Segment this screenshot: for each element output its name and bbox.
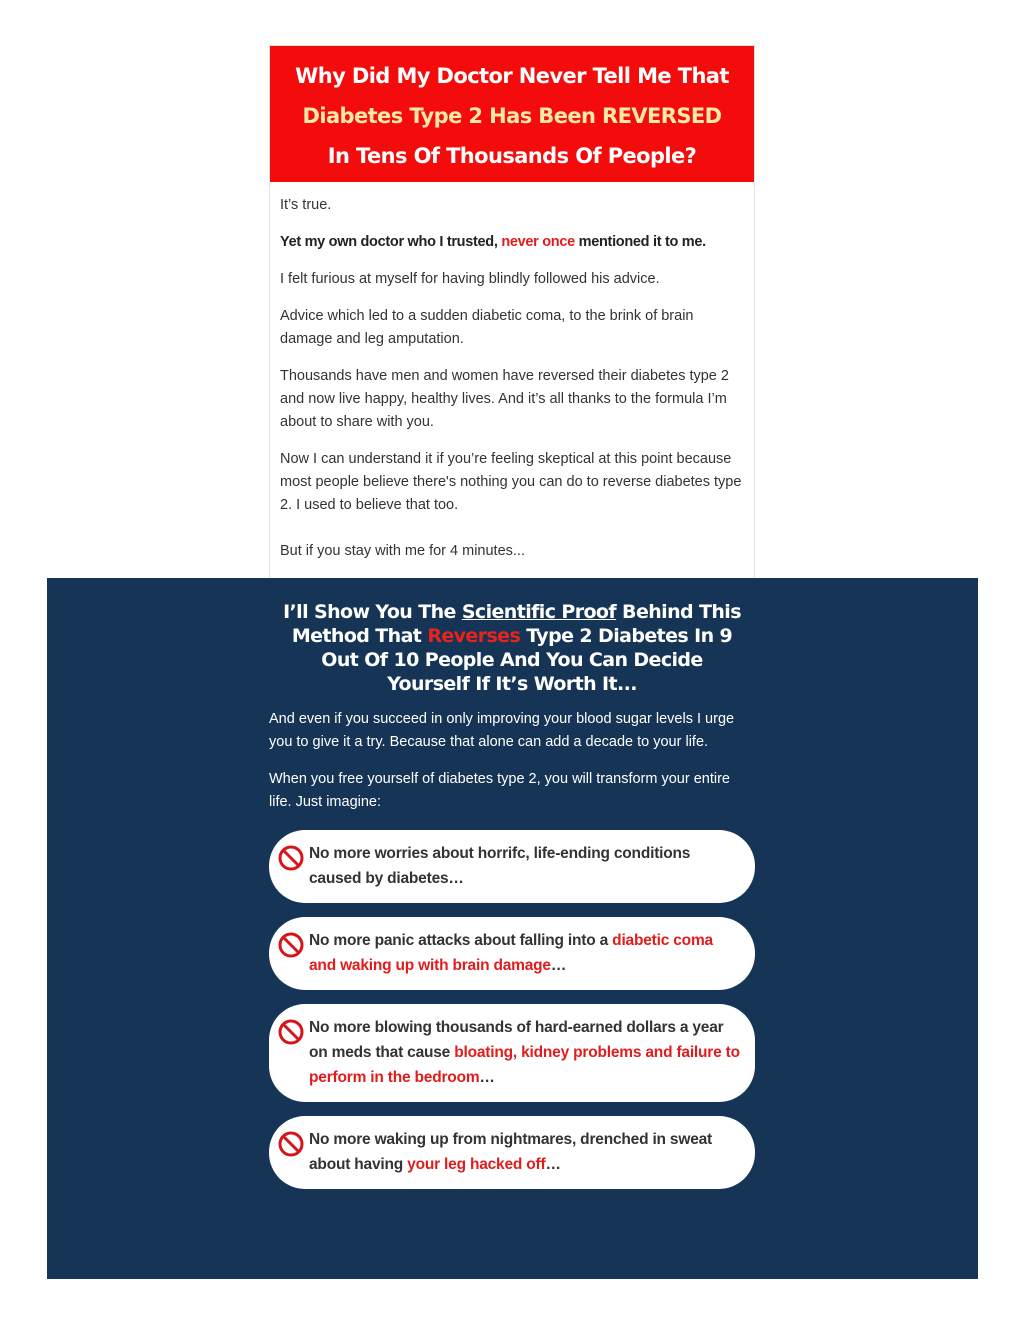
benefit-text: No more waking up from nightmares, drenched in sweat about having <box>309 1131 713 1173</box>
benefits-paragraph-2: When you free yourself of diabetes type 2, you will transform your entire life. Just imagine: <box>269 771 730 810</box>
benefit-text: No more blowing thousands of hard-earned dollars a year on meds that cause <box>309 1019 724 1061</box>
intro-p2-highlight: never once <box>501 234 575 250</box>
intro-paragraph-2 <box>280 231 744 254</box>
subhead-line-4: Yourself If It’s Worth It... <box>387 673 637 695</box>
prohibited-icon <box>278 932 304 958</box>
intro-paragraph-7: But if you stay with me for 4 minutes... <box>280 543 525 559</box>
benefit-highlight: diabetic coma and waking up with brain damage <box>309 932 713 974</box>
benefit-highlight: your leg hacked off <box>407 1156 546 1173</box>
intro-paragraph-5: Thousands have men and women have reversed their diabetes type 2 and now live happy, healthy lives. And it’s all thanks to the formula I’m about to share with you. <box>280 368 729 430</box>
intro-body <box>270 182 754 563</box>
prohibited-icon <box>278 1131 304 1157</box>
subhead-line-2 <box>269 624 755 648</box>
subhead-l1-start: I’ll Show You The <box>283 601 462 623</box>
benefits-content <box>269 578 755 1203</box>
subhead-l2-highlight: Reverses <box>427 625 521 647</box>
intro-p2-start: Yet my own doctor who I trusted, <box>280 234 502 250</box>
intro-paragraph-1: It’s true. <box>280 197 332 213</box>
benefits-section <box>47 578 978 1279</box>
benefit-list <box>269 830 755 1189</box>
subhead-l2-start: Method That <box>291 625 428 647</box>
headline-line-1: Why Did My Doctor Never Tell Me That <box>295 64 729 88</box>
benefit-end: … <box>479 1069 495 1086</box>
benefit-item <box>269 917 755 990</box>
subhead-line-1 <box>269 600 755 624</box>
benefit-text: No more worries about horrifc, life-ending conditions caused by diabetes… <box>309 845 691 887</box>
benefits-paragraph-1: And even if you succeed in only improving your blood sugar levels I urge you to give it a try. Because that alone can add a decade to your life. <box>269 711 735 750</box>
subhead-l1-end: Behind This <box>616 601 741 623</box>
benefit-item <box>269 830 755 903</box>
scientific-proof-link[interactable]: Scientific Proof <box>461 601 617 623</box>
headline-line-3: In Tens Of Thousands Of People? <box>327 144 697 168</box>
subhead-line-3: Out Of 10 People And You Can Decide <box>321 649 703 671</box>
prohibited-icon <box>278 1019 304 1045</box>
benefit-highlight: bloating, kidney problems and failure to perform in the bedroom <box>309 1044 740 1086</box>
prohibited-icon <box>278 845 304 871</box>
intro-paragraph-3: I felt furious at myself for having blindly followed his advice. <box>280 271 660 287</box>
intro-paragraph-6: Now I can understand it if you’re feeling skeptical at this point because most people believe there's nothing you can do to reverse diabetes type 2. I used to believe that too. <box>280 451 742 513</box>
intro-paragraph-4: Advice which led to a sudden diabetic coma, to the brink of brain damage and leg amputation. <box>280 308 694 347</box>
intro-p2-end: mentioned it to me. <box>574 234 706 250</box>
section-subheadline <box>269 600 755 696</box>
intro-card <box>269 45 755 578</box>
benefit-end: … <box>550 957 567 974</box>
headline-banner <box>270 46 754 182</box>
benefit-item <box>269 1004 755 1102</box>
benefit-item <box>269 1116 755 1189</box>
benefit-text: No more panic attacks about falling into a <box>309 932 613 949</box>
headline-line-2: Diabetes Type 2 Has Been REVERSED <box>302 104 722 128</box>
benefit-end: … <box>545 1156 561 1173</box>
subhead-l2-end: Type 2 Diabetes In 9 <box>520 625 733 647</box>
